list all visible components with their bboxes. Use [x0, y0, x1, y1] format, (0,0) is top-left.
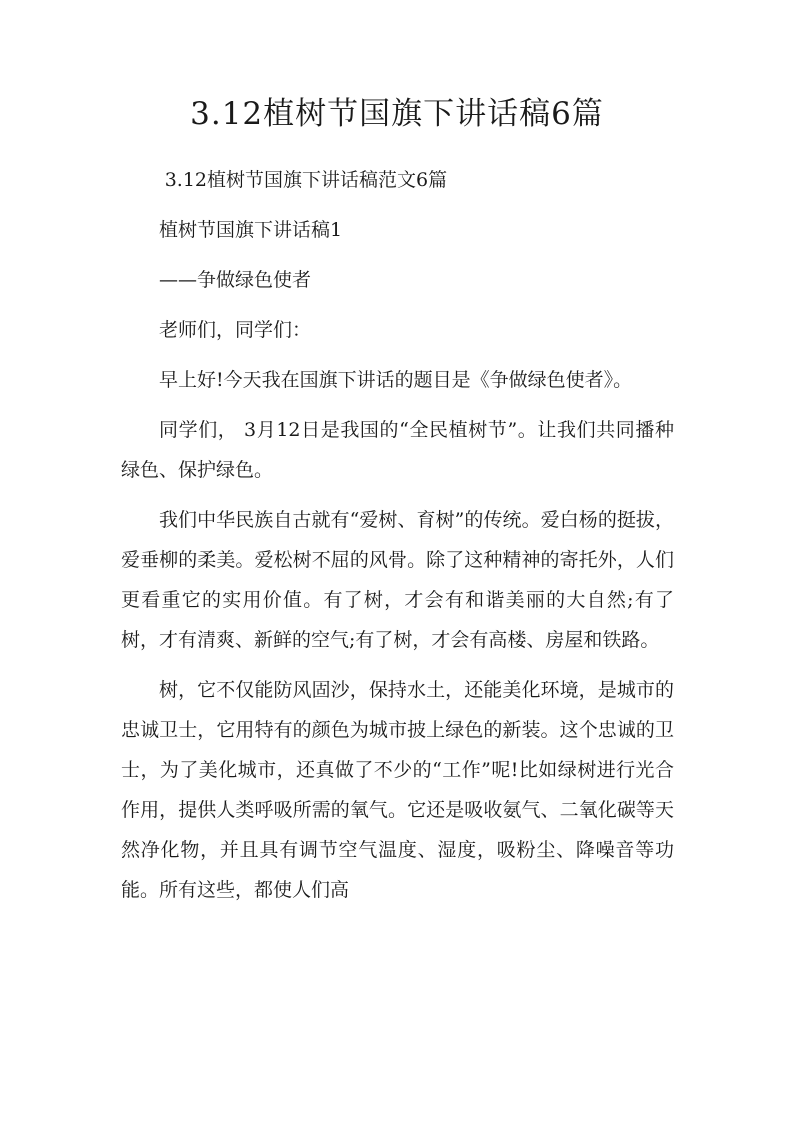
paragraph: 树，它不仅能防风固沙，保持水土，还能美化环境，是城市的忠诚卫士，它用特有的颜色为城市披上绿色的新装。这个忠诚的卫士，为了美化城市，还真做了不少的“工作”呢!比如绿树进行光合作用，提供人类呼吸所需的氧气。它还是吸收氨气、二氧化碳等天然净化物，并且具有调节空气温度、湿度，吸粉尘、降噪音等功能。所有这些，都使人们高 — [121, 679, 674, 901]
greeting: 老师们，同学们： — [159, 319, 312, 341]
paragraph: 早上好!今天我在国旗下讲话的题目是《争做绿色使者》。 — [159, 369, 633, 391]
paragraph: 同学们， 3月12日是我国的“全民植树节”。让我们共同播种绿色、保护绿色。 — [121, 419, 674, 481]
speech-title: ——争做绿色使者 — [159, 269, 312, 291]
section-heading: 植树节国旗下讲话稿1 — [159, 219, 343, 241]
document-title: 3.12植树节国旗下讲话稿6篇 — [190, 96, 604, 132]
document-body — [121, 160, 674, 910]
paragraph: 我们中华民族自古就有“爱树、育树”的传统。爱白杨的挺拔，爱垂柳的柔美。爱松树不屈的风骨。除了这种精神的寄托外，人们更看重它的实用价值。有了树，才会有和谐美丽的大自然;有了树，才有清爽、新鲜的空气;有了树，才会有高楼、房屋和铁路。 — [121, 509, 674, 651]
document-subtitle: 3.12植树节国旗下讲话稿范文6篇 — [164, 169, 448, 191]
